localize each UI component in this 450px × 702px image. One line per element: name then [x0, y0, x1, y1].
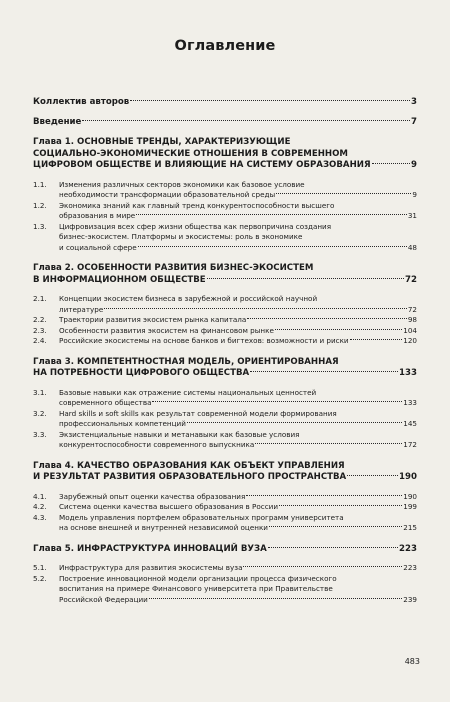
- section-body: [59, 502, 417, 513]
- chapter-title-line: [33, 149, 417, 161]
- section-body: [59, 430, 417, 451]
- section-title-text: Российской Федерации: [59, 594, 148, 604]
- section-title-line: [59, 294, 417, 305]
- section-page: 72: [407, 304, 417, 314]
- section-title-text: необходимости трансформации образовательной среды: [59, 190, 276, 199]
- section-title-text: образования в мире: [59, 211, 136, 220]
- section-title-line: [59, 201, 417, 212]
- page-title: Оглавление: [174, 38, 276, 54]
- section-entry[interactable]: [33, 201, 417, 222]
- dot-leader: [279, 505, 402, 506]
- dot-leader: [275, 329, 402, 330]
- section-title-text: Траектории развития экосистем рынка капитала: [59, 315, 247, 324]
- section-title-text: Базовые навыки как отражение системы национальных ценностей: [59, 387, 317, 397]
- section-title-line: [59, 326, 417, 337]
- section-body: [59, 180, 417, 201]
- section-entry[interactable]: [33, 388, 417, 409]
- section-number: 3.2.: [33, 408, 47, 418]
- section-number: 3.3.: [33, 429, 47, 439]
- section-page: 239: [403, 594, 417, 604]
- section-title-line: [59, 523, 417, 534]
- spacer: [33, 555, 417, 563]
- spacer: [33, 107, 417, 117]
- section-title-line: [59, 492, 417, 503]
- section-title-text: литературе: [59, 304, 104, 314]
- spacer: [33, 484, 417, 492]
- spacer: [33, 534, 417, 544]
- section-title-line: [59, 595, 417, 606]
- section-page: 172: [403, 440, 417, 449]
- dot-leader: [136, 214, 407, 215]
- section-body: [59, 513, 417, 534]
- section-title-text: Российские экосистемы на основе банков и бигтехов: возможности и риски: [59, 336, 349, 345]
- section-title-line: [59, 222, 417, 233]
- chapter-page: 190: [399, 472, 417, 482]
- table-of-contents: [33, 97, 417, 615]
- dot-leader: [269, 526, 402, 527]
- page-number: 483: [404, 657, 420, 666]
- chapter-title-text: ЦИФРОВОМ ОБЩЕСТВЕ И ВЛИЯЮЩИЕ НА СИСТЕМУ ОБРАЗОВАНИЯ: [33, 160, 371, 170]
- dot-leader: [207, 278, 404, 279]
- section-page: 133: [403, 398, 417, 407]
- chapter-page: 9: [411, 160, 417, 170]
- section-body: [59, 409, 417, 430]
- section-title-text: бизнес-экосистем. Платформы и экосистемы: роль в экономике: [59, 232, 303, 241]
- section-entry[interactable]: [33, 430, 417, 451]
- section-body: [59, 492, 417, 503]
- section-title-text: Особенности развития экосистем на финансовом рынке: [59, 325, 274, 335]
- section-title-text: профессиональных компетенций: [59, 419, 186, 428]
- dot-leader: [130, 100, 410, 101]
- chapter-title-text: СОЦИАЛЬНО-ЭКОНОМИЧЕСКИЕ ОТНОШЕНИЯ В СОВРЕМЕННОМ: [33, 148, 348, 159]
- chapter-title-line: [33, 357, 417, 369]
- section-title-text: Hard skills и soft skills как результат современной модели формирования: [59, 408, 337, 418]
- spacer: [33, 286, 417, 294]
- section-title-line: [59, 574, 417, 585]
- section-number: 4.2.: [33, 502, 47, 511]
- section-title-line: [59, 419, 417, 430]
- section-title-text: Экзистенциальные навыки и метанавыки как базовые условия: [59, 429, 300, 439]
- section-body: [59, 336, 417, 347]
- section-page: 199: [403, 502, 417, 511]
- section-page: 145: [403, 419, 417, 428]
- toc-entry[interactable]: [33, 97, 417, 107]
- chapter-heading[interactable]: [33, 357, 417, 380]
- section-title-text: конкурентоспособности современного выпускника: [59, 440, 255, 449]
- chapter-title-line: [33, 544, 417, 556]
- section-title-line: [59, 180, 417, 191]
- section-title-text: Модель управления портфелем образовательных программ университета: [59, 512, 344, 522]
- section-title-line: [59, 430, 417, 441]
- chapter-heading[interactable]: [33, 263, 417, 286]
- chapter-title-line: [33, 160, 417, 172]
- section-title-text: на основе внешней и внутренней независимой оценки: [59, 523, 268, 532]
- section-title-text: Концепции экосистем бизнеса в зарубежной и российской научной: [59, 294, 318, 303]
- section-body: [59, 315, 417, 326]
- section-number: 1.3.: [33, 221, 47, 231]
- section-title-line: [59, 502, 417, 513]
- toc-entry-page: 7: [411, 117, 417, 127]
- chapter-heading[interactable]: [33, 461, 417, 484]
- spacer: [33, 380, 417, 388]
- spacer: [33, 253, 417, 263]
- section-title-text: Инфраструктура для развития экосистемы вуза: [59, 563, 243, 572]
- chapter-title-text: Глава 1. ОСНОВНЫЕ ТРЕНДЫ, ХАРАКТЕРИЗУЮЩИЕ: [33, 137, 291, 147]
- dot-leader: [255, 443, 402, 444]
- section-title-line: [59, 232, 417, 243]
- chapter-title-text: НА ПОТРЕБНОСТИ ЦИФРОВОГО ОБЩЕСТВА: [33, 368, 250, 378]
- section-number: 2.4.: [33, 336, 47, 345]
- section-page: 98: [407, 315, 417, 324]
- section-number: 1.2.: [33, 200, 47, 210]
- section-title-line: [59, 243, 417, 254]
- section-number: 2.3.: [33, 325, 47, 335]
- toc-entry-label: Введение: [33, 117, 82, 127]
- section-page: 120: [403, 336, 417, 345]
- section-number: 2.1.: [33, 294, 47, 303]
- chapter-page: 223: [399, 543, 417, 554]
- spacer: [33, 347, 417, 357]
- chapter-title-line: [33, 368, 417, 380]
- section-body: [59, 388, 417, 409]
- dot-leader: [104, 308, 407, 309]
- section-entry[interactable]: [33, 336, 417, 347]
- section-entry[interactable]: [33, 409, 417, 430]
- section-title-line: [59, 305, 417, 316]
- section-entry[interactable]: [33, 315, 417, 326]
- section-number: 1.1.: [33, 179, 47, 189]
- section-page: 31: [407, 211, 417, 220]
- chapter-heading[interactable]: [33, 544, 417, 556]
- section-number: 5.1.: [33, 563, 47, 572]
- spacer: [33, 605, 417, 615]
- section-body: [59, 326, 417, 337]
- section-entry[interactable]: [33, 294, 417, 315]
- spacer: [33, 127, 417, 137]
- dot-leader: [276, 193, 411, 194]
- spacer: [33, 451, 417, 461]
- section-entry[interactable]: [33, 492, 417, 503]
- dot-leader: [246, 495, 402, 496]
- chapter-title-line: [33, 275, 417, 287]
- section-title-text: Построение инновационной модели организации процесса физического: [59, 573, 337, 583]
- chapter-title-text: Глава 5. ИНФРАСТРУКТУРА ИННОВАЦИЙ ВУЗА: [33, 543, 267, 554]
- dot-leader: [138, 246, 407, 247]
- section-entry[interactable]: [33, 513, 417, 534]
- section-number: 5.2.: [33, 573, 47, 583]
- chapter-title-line: [33, 263, 417, 275]
- chapter-title-text: И РЕЗУЛЬТАТ РАЗВИТИЯ ОБРАЗОВАТЕЛЬНОГО ПРОСТРАНСТВА: [33, 472, 347, 482]
- section-body: [59, 201, 417, 222]
- section-title-text: Зарубежный опыт оценки качества образования: [59, 491, 246, 501]
- dot-leader: [149, 598, 402, 599]
- dot-leader: [268, 547, 398, 548]
- section-entry[interactable]: [33, 222, 417, 254]
- section-entry[interactable]: [33, 326, 417, 337]
- section-title-line: [59, 388, 417, 399]
- section-number: 3.1.: [33, 387, 47, 397]
- section-page: 223: [403, 563, 417, 572]
- section-title-line: [59, 563, 417, 574]
- chapter-title-line: [33, 461, 417, 473]
- dot-leader: [243, 566, 402, 567]
- section-title-text: Цифровизация всех сфер жизни общества как первопричина создания: [59, 221, 332, 231]
- section-entry[interactable]: [33, 574, 417, 606]
- section-page: 48: [407, 242, 417, 252]
- chapter-title-text: В ИНФОРМАЦИОННОМ ОБЩЕСТВЕ: [33, 274, 206, 285]
- section-title-text: и социальной сфере: [59, 242, 137, 252]
- section-body: [59, 574, 417, 606]
- section-number: 4.3.: [33, 512, 47, 522]
- section-title-line: [59, 513, 417, 524]
- section-title-line: [59, 190, 417, 201]
- toc-entry-label: Коллектив авторов: [33, 97, 130, 107]
- section-page: 9: [412, 190, 417, 199]
- chapter-title-text: Глава 3. КОМПЕТЕНТНОСТНАЯ МОДЕЛЬ, ОРИЕНТИРОВАННАЯ: [33, 356, 339, 367]
- section-title-text: Система оценки качества высшего образования в России: [59, 502, 279, 511]
- chapter-heading[interactable]: [33, 137, 417, 172]
- section-title-text: Изменения различных секторов экономики как базовое условие: [59, 179, 305, 189]
- dot-leader: [187, 422, 402, 423]
- chapter-title-line: [33, 472, 417, 484]
- section-body: [59, 294, 417, 315]
- dot-leader: [372, 163, 410, 164]
- chapter-title-text: Глава 4. КАЧЕСТВО ОБРАЗОВАНИЯ КАК ОБЪЕКТ УПРАВЛЕНИЯ: [33, 460, 345, 471]
- chapter-page: 72: [405, 274, 417, 285]
- section-entry[interactable]: [33, 180, 417, 201]
- dot-leader: [347, 475, 398, 476]
- section-title-text: воспитания на примере Финансового университета при Правительстве: [59, 584, 333, 593]
- dot-leader: [152, 401, 402, 402]
- spacer: [33, 172, 417, 180]
- chapter-page: 133: [399, 368, 417, 378]
- dot-leader: [350, 339, 403, 340]
- section-number: 4.1.: [33, 491, 47, 501]
- dot-leader: [250, 371, 398, 372]
- section-body: [59, 563, 417, 574]
- section-title-line: [59, 440, 417, 451]
- toc-entry-page: 3: [411, 97, 417, 107]
- section-title-text: Экономика знаний как главный тренд конкурентоспособности высшего: [59, 200, 335, 210]
- section-page: 104: [403, 325, 417, 335]
- section-title-line: [59, 211, 417, 222]
- toc-entry[interactable]: [33, 117, 417, 127]
- chapter-title-line: [33, 137, 417, 149]
- section-title-line: [59, 398, 417, 409]
- section-title-line: [59, 409, 417, 420]
- section-number: 2.2.: [33, 315, 47, 324]
- section-entry[interactable]: [33, 563, 417, 574]
- dot-leader: [247, 318, 407, 319]
- section-body: [59, 222, 417, 254]
- dot-leader: [82, 120, 410, 121]
- section-title-line: [59, 336, 417, 347]
- section-title-line: [59, 584, 417, 595]
- section-title-line: [59, 315, 417, 326]
- section-entry[interactable]: [33, 502, 417, 513]
- section-page: 190: [403, 491, 417, 501]
- section-page: 215: [403, 523, 417, 532]
- section-title-text: современного общества: [59, 398, 152, 407]
- chapter-title-text: Глава 2. ОСОБЕННОСТИ РАЗВИТИЯ БИЗНЕС-ЭКОСИСТЕМ: [33, 263, 314, 273]
